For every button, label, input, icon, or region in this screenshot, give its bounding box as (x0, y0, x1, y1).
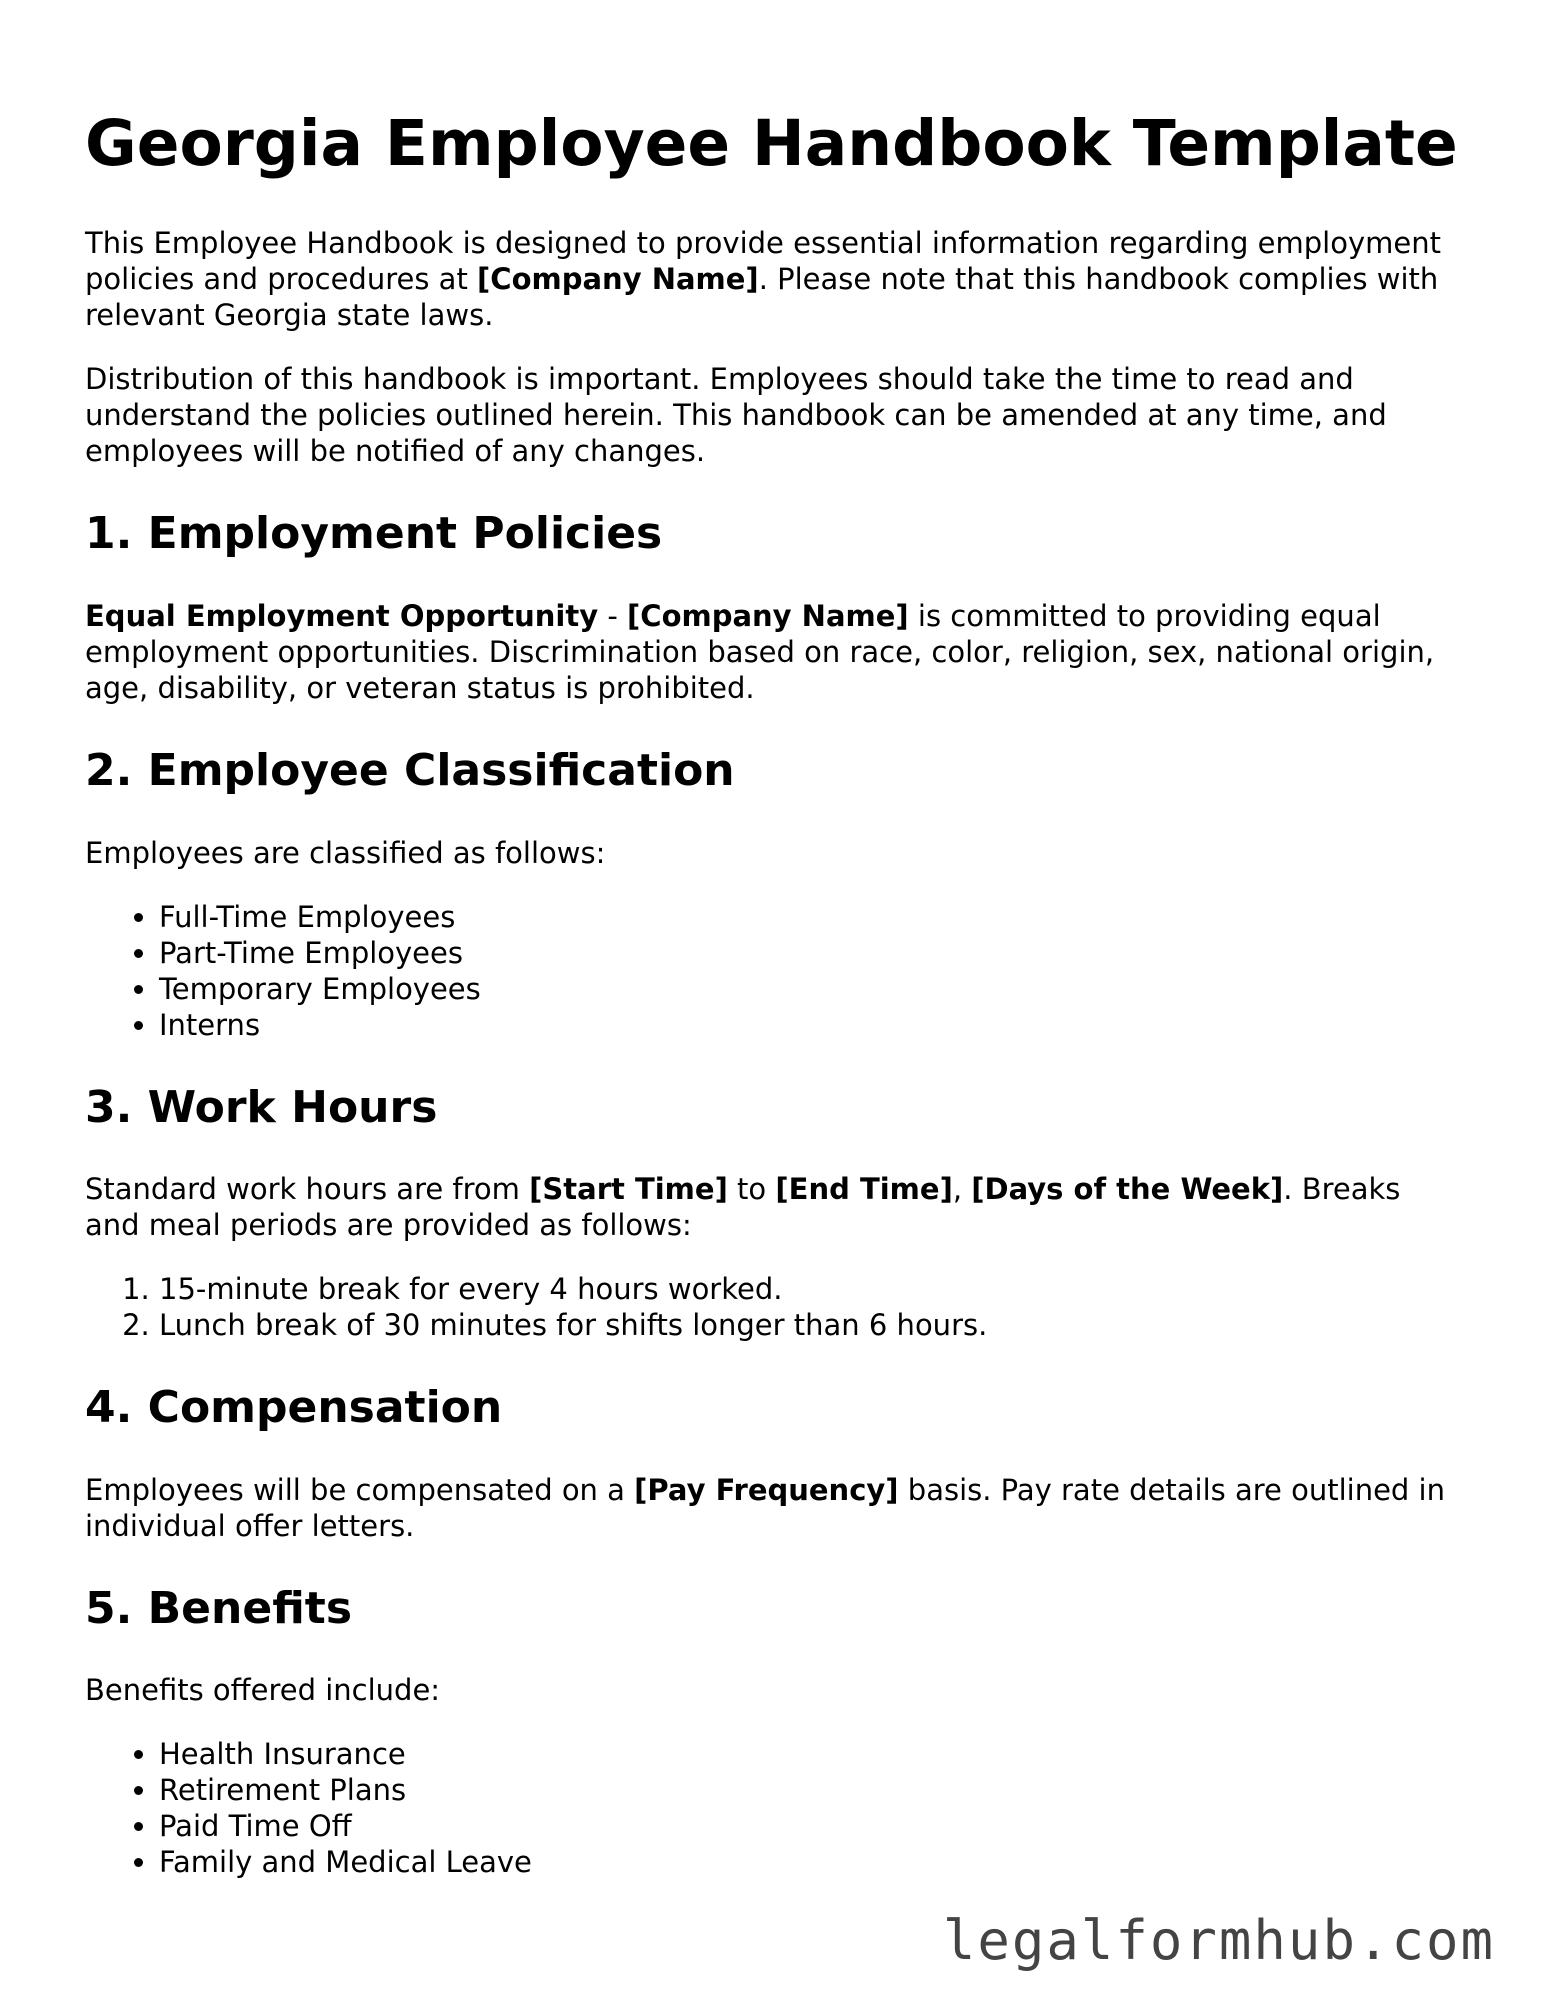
intro-paragraph-1 (85, 225, 1460, 333)
intro-text: . Please note that this handbook complies with relevant Georgia state laws. (85, 262, 1439, 333)
list-item: • Family and Medical Leave (159, 1844, 1460, 1880)
section-heading-classification: 2. Employee Classification (85, 745, 735, 797)
employment-paragraph (85, 598, 1460, 706)
document-page (85, 108, 1460, 1908)
list-item: 2. Lunch break of 30 minutes for shifts longer than 6 hours. (159, 1307, 1460, 1343)
list-item: • Temporary Employees (159, 971, 1460, 1007)
hours-text: . Breaks and meal periods are provided as follows: (85, 1172, 1401, 1243)
compensation-paragraph (85, 1472, 1460, 1544)
start-time-placeholder: [Start Time] (529, 1172, 728, 1207)
list-item: • Health Insurance (159, 1736, 1460, 1772)
breaks-list (85, 1271, 1460, 1343)
list-item: • Full-Time Employees (159, 899, 1460, 935)
list-item: 1. 15-minute break for every 4 hours worked. (159, 1271, 1460, 1307)
watermark-text: legalformhub.com (942, 1909, 1495, 1972)
list-item: • Part-Time Employees (159, 935, 1460, 971)
section-heading-employment: 1. Employment Policies (85, 508, 663, 560)
company-name-placeholder: [Company Name] (477, 262, 759, 297)
section-heading-hours: 3. Work Hours (85, 1081, 438, 1133)
section-heading-compensation: 4. Compensation (85, 1382, 503, 1434)
hours-paragraph (85, 1171, 1460, 1243)
section-heading-benefits: 5. Benefits (85, 1582, 353, 1634)
employment-text: is committed to providing equal employment opportunities. Discrimination based on race, color, religion, sex, national origin, age, disability, or veteran status is prohibited. (85, 599, 1435, 706)
classification-list (85, 899, 1460, 1043)
list-item: • Interns (159, 1007, 1460, 1043)
eeo-term: Equal Employment Opportunity (85, 599, 599, 634)
days-placeholder: [Days of the Week] (971, 1172, 1284, 1207)
compensation-text: Employees will be compensated on a (85, 1472, 635, 1507)
list-item: • Retirement Plans (159, 1772, 1460, 1808)
hours-text: Standard work hours are from (85, 1172, 530, 1207)
benefits-intro: Benefits offered include: (85, 1673, 441, 1708)
company-name-placeholder: [Company Name] (627, 599, 909, 634)
end-time-placeholder: [End Time] (775, 1172, 953, 1207)
compensation-text: basis. Pay rate details are outlined in individual offer letters. (85, 1472, 1445, 1543)
classification-intro: Employees are classified as follows: (85, 835, 606, 870)
hours-text: to (727, 1172, 776, 1207)
dash: - (598, 599, 628, 634)
page-title: Georgia Employee Handbook Template (85, 107, 1458, 180)
pay-frequency-placeholder: [Pay Frequency] (634, 1472, 899, 1507)
benefits-list (85, 1736, 1460, 1880)
intro-paragraph-2: Distribution of this handbook is important. Employees should take the time to read and understand the policies outlined herein. This handbook can be amended at any time, and employees will be notified of any changes. (85, 362, 1387, 469)
list-item: • Paid Time Off (159, 1808, 1460, 1844)
intro-text: This Employee Handbook is designed to provide essential information regarding employment policies and procedures at (85, 226, 1441, 297)
hours-text: , (952, 1172, 972, 1207)
